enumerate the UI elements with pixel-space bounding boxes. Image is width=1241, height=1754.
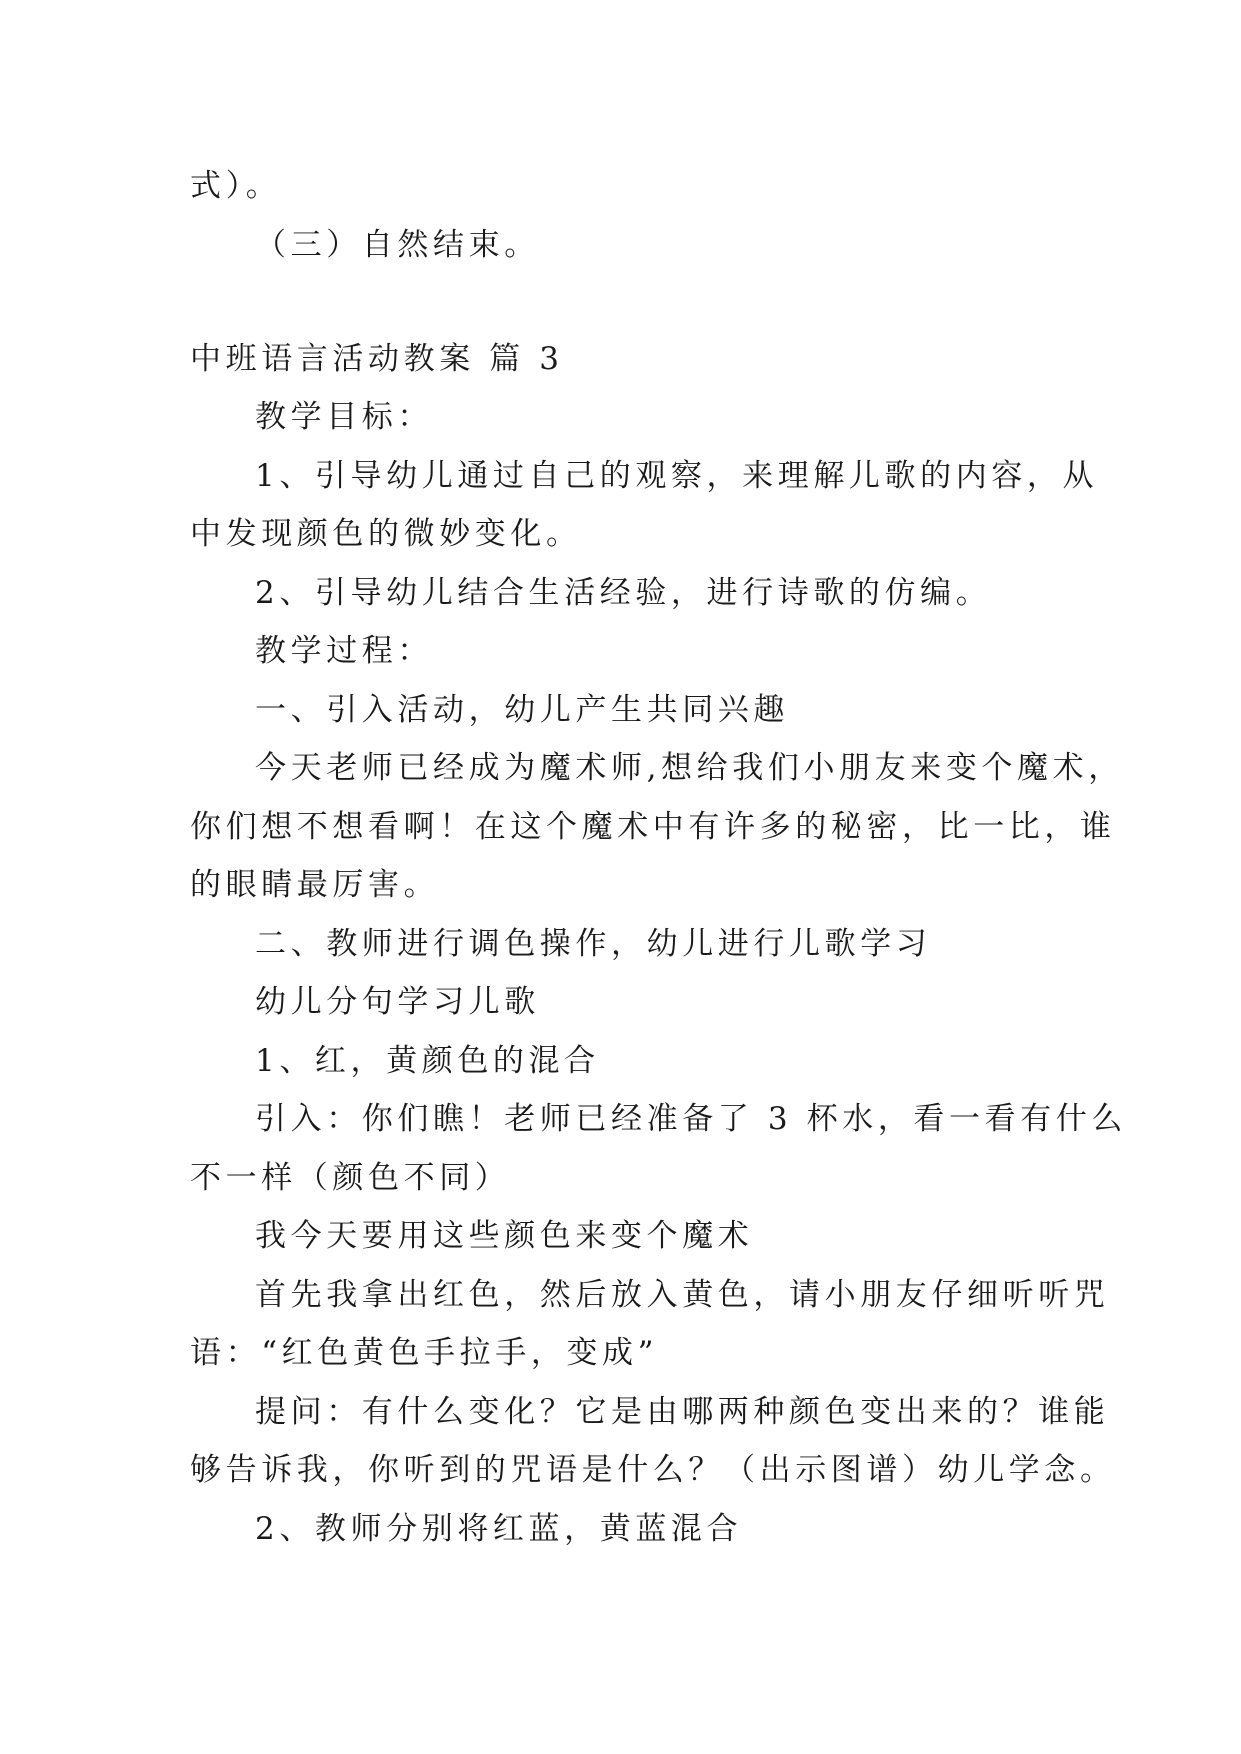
chapter-title: 中班语言活动教案 篇 3 — [190, 341, 564, 377]
text-line: 你们想不想看啊！在这个魔术中有许多的秘密，比一比，谁 — [190, 809, 1116, 845]
text-line: 1、引导幼儿通过自己的观察，来理解儿歌的内容，从 — [255, 458, 1099, 494]
text-line: 够告诉我，你听到的咒语是什么？（出示图谱）幼儿学念。 — [190, 1452, 1116, 1488]
section-heading: 教学目标： — [255, 399, 433, 435]
section-heading: 教学过程： — [255, 633, 433, 669]
text-line: 今天老师已经成为魔术师,想给我们小朋友来变个魔术， — [255, 750, 1124, 786]
text-line: 2、引导幼儿结合生活经验，进行诗歌的仿编。 — [255, 575, 992, 611]
text-line: 1、红，黄颜色的混合 — [255, 1043, 600, 1079]
text-line: 2、教师分别将红蓝，黄蓝混合 — [255, 1511, 743, 1547]
text-line: 提问：有什么变化？它是由哪两种颜色变出来的？谁能 — [255, 1394, 1110, 1430]
text-line: 式）。 — [190, 168, 282, 204]
text-line: 语：“红色黄色手拉手，变成” — [190, 1335, 659, 1371]
text-line: 不一样（颜色不同） — [190, 1160, 511, 1196]
section-heading: （三）自然结束。 — [255, 227, 540, 263]
text-line: 我今天要用这些颜色来变个魔术 — [255, 1218, 754, 1254]
text-line: 一、引入活动，幼儿产生共同兴趣 — [255, 692, 789, 728]
text-line: 幼儿分句学习儿歌 — [255, 984, 540, 1020]
text-line: 引入：你们瞧！老师已经准备了 3 杯水，看一看有什么 — [255, 1101, 1128, 1137]
text-line: 的眼睛最厉害。 — [190, 867, 440, 903]
text-line: 首先我拿出红色，然后放入黄色，请小朋友仔细听听咒 — [255, 1277, 1110, 1313]
text-line: 二、教师进行调色操作，幼儿进行儿歌学习 — [255, 926, 932, 962]
text-line: 中发现颜色的微妙变化。 — [190, 516, 582, 552]
